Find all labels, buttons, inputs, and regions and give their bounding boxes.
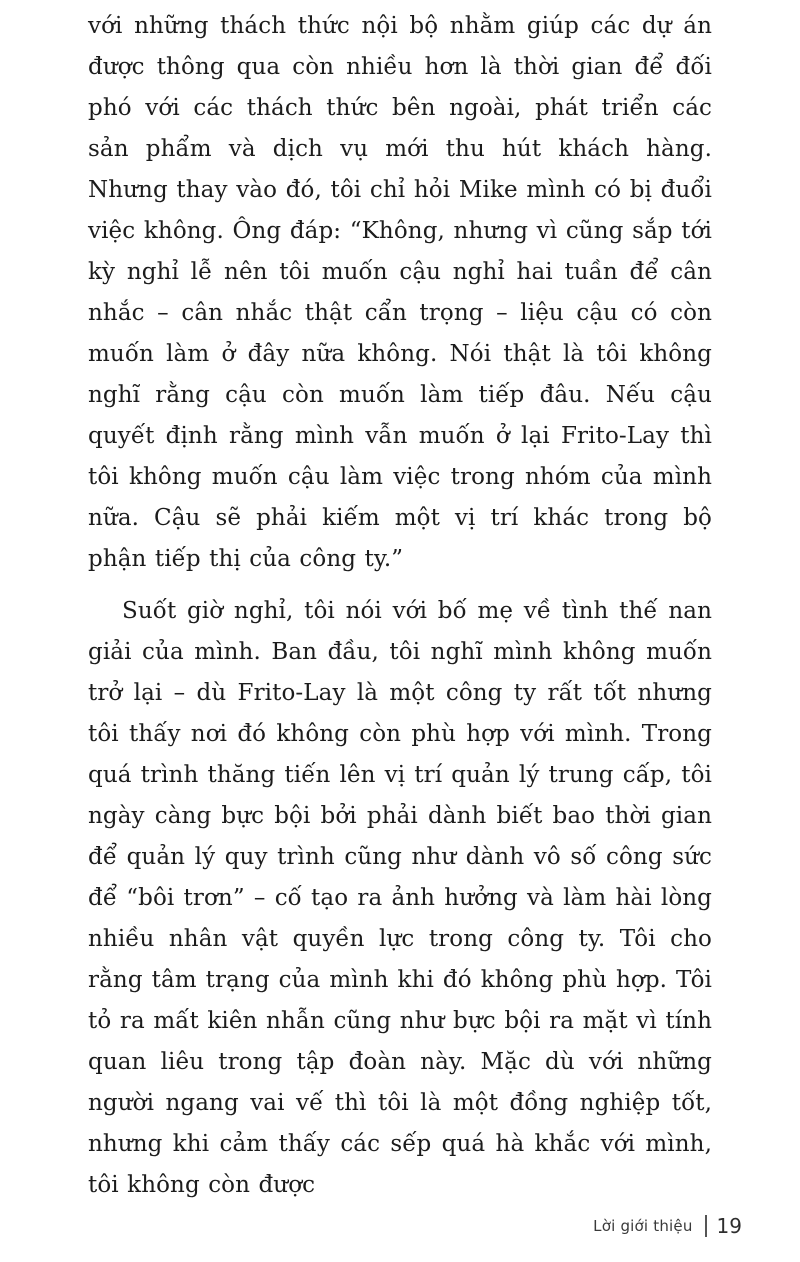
page-content bbox=[88, 6, 712, 1206]
footer-section-label: Lời giới thiệu bbox=[593, 1217, 693, 1235]
paragraph-2: Suốt giờ nghỉ, tôi nói với bố mẹ về tình thế nan giải của mình. Ban đầu, tôi nghĩ mình không muốn trở lại – dù Frito-Lay là một công ty rất tốt nhưng tôi thấy nơi đó không còn phù hợp với mình. Trong quá trình thăng tiến lên vị trí quản lý trung cấp, tôi ngày càng bực bội bởi phải dành biết bao thời gian để quản lý quy trình cũng như dành vô số công sức để “bôi trơn” – cố tạo ra ảnh hưởng và làm hài lòng nhiều nhân vật quyền lực trong công ty. Tôi cho rằng tâm trạng của mình khi đó không phù hợp. Tôi tỏ ra mất kiên nhẫn cũng như bực bội ra mặt vì tính quan liêu trong tập đoàn này. Mặc dù với những người ngang vai vế thì tôi là một đồng nghiệp tốt, nhưng khi cảm thấy các sếp quá hà khắc với mình, tôi không còn được bbox=[88, 598, 712, 1198]
paragraph-1: với những thách thức nội bộ nhằm giúp các dự án được thông qua còn nhiều hơn là thời gian để đối phó với các thách thức bên ngoài, phát triển các sản phẩm và dịch vụ mới thu hút khách hàng. Nhưng thay vào đó, tôi chỉ hỏi Mike mình có bị đuổi việc không. Ông đáp: “Không, nhưng vì cũng sắp tới kỳ nghỉ lễ nên tôi muốn cậu nghỉ hai tuần để cân nhắc – cân nhắc thật cẩn trọng – liệu cậu có còn muốn làm ở đây nữa không. Nói thật là tôi không nghĩ rằng cậu còn muốn làm tiếp đâu. Nếu cậu quyết định rằng mình vẫn muốn ở lại Frito-Lay thì tôi không muốn cậu làm việc trong nhóm của mình nữa. Cậu sẽ phải kiếm một vị trí khác trong bộ phận tiếp thị của công ty.” bbox=[88, 13, 712, 572]
page-footer bbox=[593, 1214, 742, 1238]
footer-page-number: 19 bbox=[716, 1214, 742, 1238]
footer-divider bbox=[705, 1215, 707, 1237]
